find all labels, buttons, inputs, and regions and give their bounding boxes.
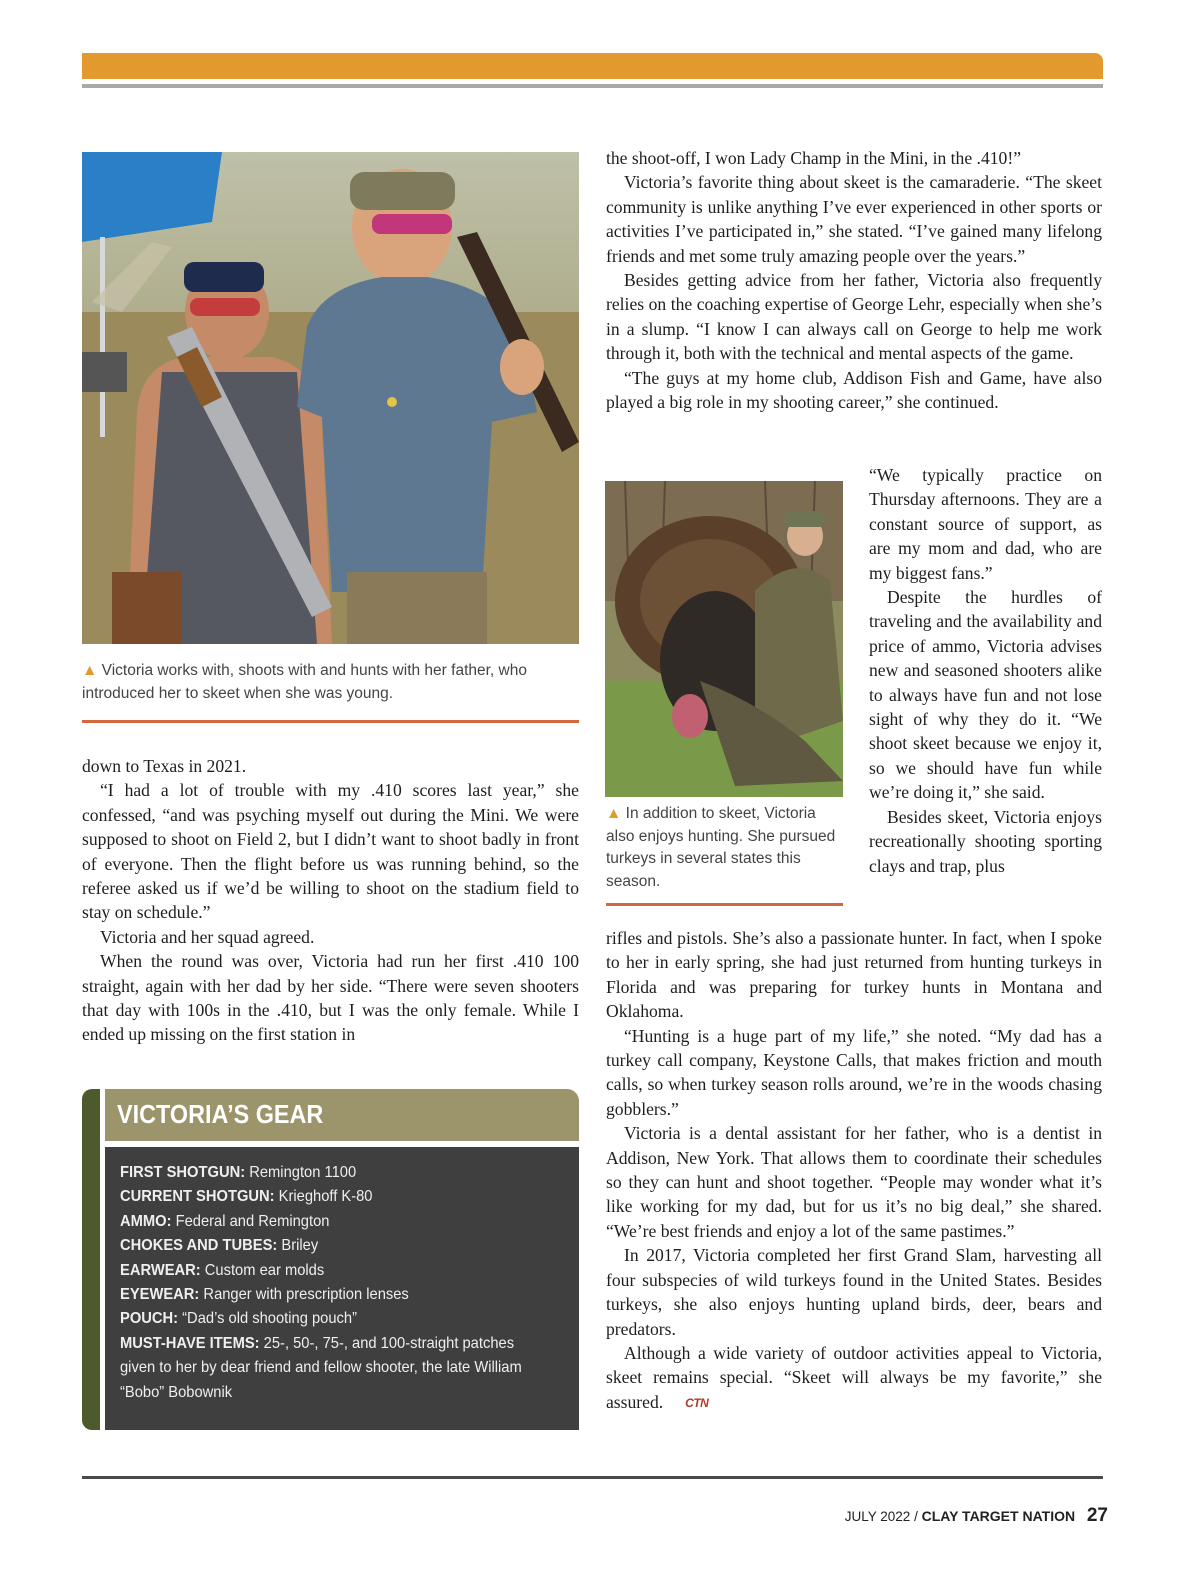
article-column-right-top [606,146,1102,414]
page-footer [845,1505,1108,1527]
gear-header [105,1089,579,1141]
header-accent-bar [82,53,1103,79]
paragraph: Victoria’s favorite thing about skeet is the camaraderie. “The skeet community is unlike anything I’ve ever experienced in other sports or activities I’ve participated in,” she stated. “I’ve gained many lifelong friends and met some truly amazing people over the years.” [606,172,1102,266]
paragraph: In 2017, Victoria completed her first Grand Slam, harvesting all four subspecies of wild turkeys found in the United States. Besides turkeys, she also enjoys hunting upland birds, deer, bears and predators. [606,1245,1102,1339]
gear-title: VICTORIA’S GEAR [117,1099,324,1129]
paragraph: Victoria is a dental assistant for her father, who is a dentist in Addison, New York. That allows them to coordinate their schedules so they can hunt and shoot together. “People may wonder what it’s like working for my dad, but for us it’s no big deal,” she shared. “We’re best friends and enjoy a lot of the same pastimes.” [606,1123,1102,1241]
gear-item: CHOKES AND TUBES: Briley [120,1237,319,1255]
ctn-end-logo: CTN [685,1395,709,1410]
gear-sidebar [82,1089,579,1430]
gear-list [105,1147,579,1430]
caption-marker-icon: ▲ [82,662,98,679]
caption-divider [606,903,843,906]
paragraph: “We typically practice on Thursday afternoons. They are a constant source of support, as are my mom and dad, who are my biggest fans.” [869,465,1102,583]
paragraph: “I had a lot of trouble with my .410 scores last year,” she confessed, “and was psyching myself out during the Mini. We were supposed to shoot on Field 2, but I didn’t want to shoot badly in front of everyone. Then the flight before us was running behind, so the referee asked us if we’d be willing to shoot on the stadium field to stay on schedule.” [82,780,579,923]
gear-item: FIRST SHOTGUN: Remington 1100 [120,1164,357,1181]
photo-caption-main [82,660,582,705]
paragraph: Besides skeet, Victoria enjoys recreationally shooting sporting clays and trap, plus [869,806,1102,876]
paragraph: “The guys at my home club, Addison Fish and Game, have also played a big role in my shooting career,” she continued. [606,367,1102,413]
paragraph: Despite the hurdles of traveling and the availability and price of ammo, Victoria advises new and seasoned shooters alike to always have fun and not lose sight of why they do it. “We shoot skeet because we enjoy it, so we should have fun while we’re doing it,” she said. [869,587,1102,803]
caption-text: Victoria works with, shoots with and hunts with her father, who introduced her to skeet when she was young. [82,662,527,702]
page-number: 27 [1086,1505,1108,1526]
paragraph: When the round was over, Victoria had run her first .410 100 straight, again with her dad by her side. “There were seven shooters that day with 100s in the .410, but I was the only female. While I ended up missing on the first station in [82,951,579,1045]
caption-marker-icon: ▲ [606,805,622,822]
footer-rule [82,1476,1103,1479]
paragraph: down to Texas in 2021. [82,756,247,776]
gear-item: AMMO: Federal and Remington [120,1212,330,1230]
article-column-left [82,754,579,1047]
footer-issue: JULY 2022 / [844,1509,918,1524]
gear-item: CURRENT SHOTGUN: Krieghoff K-80 [120,1188,373,1206]
paragraph: the shoot-off, I won Lady Champ in the Mini, in the .410!” [606,148,1022,168]
gear-item: POUCH: “Dad’s old shooting pouch” [120,1310,358,1328]
paragraph: Besides getting advice from her father, Victoria also frequently relies on the coaching expertise of George Lehr, especially when she’s in a slump. “I know I can always call on George to help me work through it, both with the technical and mental aspects of the game. [606,270,1102,364]
paragraph: “Hunting is a huge part of my life,” she noted. “My dad has a turkey call company, Keystone Calls, that makes friction and mouth calls, so when turkey season rolls around, we’re in the woods chasing gobblers.” [606,1025,1102,1119]
photo-victoria-and-father [82,152,579,644]
photo-caption-turkey [606,803,844,893]
caption-divider [82,720,579,723]
footer-magazine: CLAY TARGET NATION [921,1508,1076,1524]
gear-item: EYEWEAR: Ranger with prescription lenses [120,1286,409,1304]
gear-item: EARWEAR: Custom ear molds [120,1261,325,1279]
gear-sidebar-accent [82,1089,100,1430]
gear-item: MUST-HAVE ITEMS: 25-, 50-, 75-, and 100-straight patches given to her by dear friend and fellow shooter, the late William “Bobo” Bobownik [120,1334,522,1401]
header-rule [82,84,1103,88]
paragraph: Although a wide variety of outdoor activities appeal to Victoria, skeet remains special. “Skeet will always be my favorite,” she assured. CTN [606,1341,1102,1415]
article-column-right-bottom [606,926,1102,1415]
caption-text: In addition to skeet, Victoria also enjoys hunting. She pursued turkeys in several states this season. [606,805,836,890]
paragraph: Victoria and her squad agreed. [100,926,315,947]
photo-turkey-hunt [605,481,843,797]
paragraph: rifles and pistols. She’s also a passionate hunter. In fact, when I spoke to her in early spring, she had just returned from hunting turkeys in Florida and was preparing for turkey hunts in Montana and Oklahoma. [606,928,1102,1022]
article-column-right-narrow [869,463,1102,878]
